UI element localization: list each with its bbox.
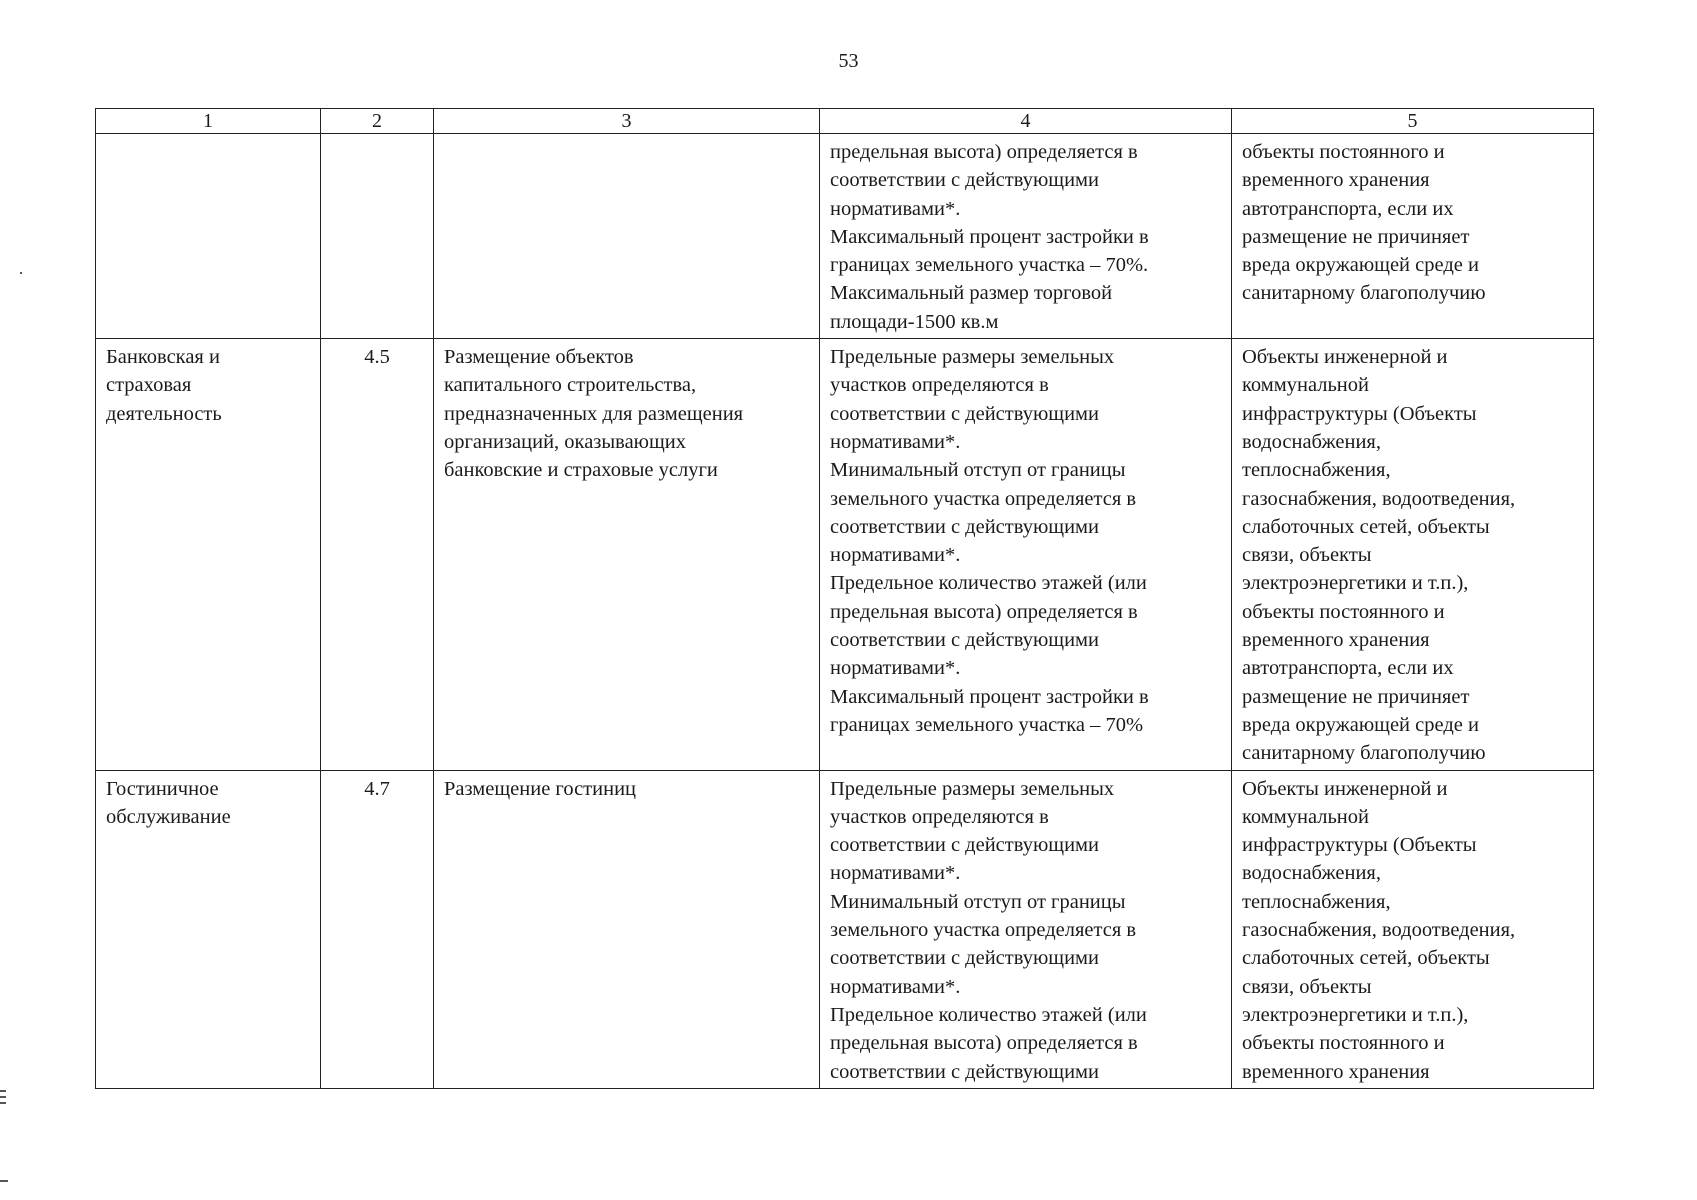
- cell-text-line: соответствии с действующими: [830, 515, 1099, 538]
- cell-auxiliary-uses: [1232, 339, 1594, 770]
- cell-text-line: вреда окружающей среде и: [1242, 713, 1479, 736]
- cell-text-line: Максимальный процент застройки в: [830, 685, 1149, 708]
- cell-text-line: теплоснабжения,: [1242, 890, 1391, 913]
- cell-text-line: участков определяются в: [830, 374, 1049, 397]
- cell-code: [321, 339, 434, 770]
- cell-text-line: электроэнергетики и т.п.),: [1242, 572, 1469, 595]
- cell-text-line: Предельные размеры земельных: [830, 346, 1115, 369]
- cell-text-line: связи, объекты: [1242, 544, 1372, 567]
- scan-mark: [0, 1180, 8, 1182]
- cell-text-line: связи, объекты: [1242, 975, 1372, 998]
- cell-text-line: санитарному благополучию: [1242, 282, 1486, 305]
- table-header: [96, 109, 1594, 134]
- cell-text-line: нормативами*.: [830, 430, 961, 453]
- cell-text-line: предельная высота) определяется в: [830, 141, 1138, 163]
- table-body: [96, 134, 1594, 1089]
- cell-text-line: организаций, оказывающих: [444, 430, 687, 453]
- cell-text-line: нормативами*.: [830, 544, 961, 567]
- cell-text-line: санитарному благополучию: [1242, 742, 1486, 765]
- cell-text-line: Гостиничное: [106, 777, 219, 800]
- cell-text-line: земельного участка определяется в: [830, 487, 1137, 510]
- cell-text-line: Максимальный размер торговой: [830, 282, 1113, 305]
- cell-parameters: [820, 339, 1232, 770]
- cell-description: [434, 339, 820, 770]
- header-cell-4: 4: [820, 109, 1232, 134]
- cell-text-line: соответствии с действующими: [830, 947, 1099, 970]
- cell-text-line: Предельное количество этажей (или: [830, 572, 1147, 595]
- header-cell-5: 5: [1232, 109, 1594, 134]
- cell-name: [96, 770, 321, 1088]
- cell-text-line: соответствии с действующими: [830, 1060, 1099, 1083]
- page-number: 53: [838, 50, 859, 72]
- table-row: [96, 339, 1594, 770]
- cell-text-line: предназначенных для размещения: [444, 402, 744, 425]
- cell-text-line: коммунальной: [1242, 805, 1369, 828]
- cell-text-line: капитального строительства,: [444, 374, 697, 397]
- cell-text-line: участков определяются в: [830, 805, 1049, 828]
- cell-text-line: размещение не причиняет: [1242, 685, 1470, 708]
- cell-text-line: предельная высота) определяется в: [830, 1032, 1138, 1055]
- cell-text-line: инфраструктуры (Объекты: [1242, 834, 1477, 857]
- cell-text-line: соответствии с действующими: [830, 169, 1099, 192]
- cell-text-line: водоснабжения,: [1242, 430, 1381, 453]
- cell-text-line: предельная высота) определяется в: [830, 600, 1138, 623]
- cell-name: [96, 134, 321, 339]
- cell-name: [96, 339, 321, 770]
- cell-text-line: газоснабжения, водоотведения,: [1242, 919, 1516, 942]
- cell-text-line: автотранспорта, если их: [1242, 657, 1454, 680]
- header-cell-2: 2: [321, 109, 434, 134]
- cell-parameters: [820, 134, 1232, 339]
- cell-text-line: Минимальный отступ от границы: [830, 890, 1126, 913]
- cell-text-line: нормативами*.: [830, 862, 961, 885]
- cell-text-line: теплоснабжения,: [1242, 459, 1391, 482]
- cell-text-line: соответствии с действующими: [830, 834, 1099, 857]
- cell-auxiliary-uses: [1232, 770, 1594, 1088]
- cell-text-line: вреда окружающей среде и: [1242, 254, 1479, 277]
- cell-text-line: коммунальной: [1242, 374, 1369, 397]
- cell-parameters: [820, 770, 1232, 1088]
- header-cell-3: 3: [434, 109, 820, 134]
- cell-text-line: инфраструктуры (Объекты: [1242, 402, 1477, 425]
- cell-text-line: нормативами*.: [830, 657, 961, 680]
- cell-text-line: Размещение гостиниц: [444, 777, 637, 800]
- cell-description: [434, 134, 820, 339]
- cell-text-line: газоснабжения, водоотведения,: [1242, 487, 1516, 510]
- cell-text-line: земельного участка определяется в: [830, 919, 1137, 942]
- cell-text-line: нормативами*.: [830, 197, 961, 220]
- scan-mark: [0, 1096, 6, 1098]
- cell-code: [321, 770, 434, 1088]
- cell-text-line: объекты постоянного и: [1242, 141, 1445, 163]
- land-use-table: [95, 108, 1594, 1089]
- cell-text-line: нормативами*.: [830, 975, 961, 998]
- table-row: [96, 134, 1594, 339]
- cell-text-line: соответствии с действующими: [830, 629, 1099, 652]
- cell-text-line: границах земельного участка – 70%: [830, 713, 1144, 736]
- cell-text-line: границах земельного участка – 70%.: [830, 254, 1149, 277]
- cell-text-line: Размещение объектов: [444, 346, 634, 369]
- cell-text-line: электроэнергетики и т.п.),: [1242, 1003, 1469, 1026]
- cell-text-line: банковские и страховые услуги: [444, 459, 718, 482]
- cell-text-line: водоснабжения,: [1242, 862, 1381, 885]
- cell-text-line: Минимальный отступ от границы: [830, 459, 1126, 482]
- cell-text-line: площади-1500 кв.м: [830, 310, 999, 333]
- cell-text-line: деятельность: [106, 402, 222, 425]
- header-row: [96, 109, 1594, 134]
- cell-text-line: слаботочных сетей, объекты: [1242, 947, 1490, 970]
- cell-text-line: Объекты инженерной и: [1242, 346, 1448, 369]
- cell-text-line: Максимальный процент застройки в: [830, 225, 1149, 248]
- cell-text-line: временного хранения: [1242, 1060, 1430, 1083]
- cell-text-line: Предельное количество этажей (или: [830, 1003, 1147, 1026]
- cell-text-line: автотранспорта, если их: [1242, 197, 1454, 220]
- cell-text-line: Предельные размеры земельных: [830, 777, 1115, 800]
- cell-text-line: Банковская и: [106, 346, 220, 369]
- table-row: [96, 770, 1594, 1088]
- scan-mark: [20, 272, 22, 274]
- scan-mark: [0, 1090, 6, 1092]
- cell-auxiliary-uses: [1232, 134, 1594, 339]
- cell-code: [321, 134, 434, 339]
- cell-text-line: Объекты инженерной и: [1242, 777, 1448, 800]
- header-cell-1: 1: [96, 109, 321, 134]
- scan-mark: [0, 1102, 6, 1104]
- cell-description: [434, 770, 820, 1088]
- cell-text-line: размещение не причиняет: [1242, 225, 1470, 248]
- cell-text-line: соответствии с действующими: [830, 402, 1099, 425]
- cell-text-line: слаботочных сетей, объекты: [1242, 515, 1490, 538]
- cell-text: 4.5: [364, 346, 390, 369]
- cell-text-line: страховая: [106, 374, 192, 397]
- cell-text-line: временного хранения: [1242, 629, 1430, 652]
- cell-text-line: объекты постоянного и: [1242, 600, 1445, 623]
- cell-text-line: временного хранения: [1242, 169, 1430, 192]
- cell-text-line: объекты постоянного и: [1242, 1032, 1445, 1055]
- cell-text-line: обслуживание: [106, 805, 231, 828]
- cell-text: 4.7: [364, 777, 390, 800]
